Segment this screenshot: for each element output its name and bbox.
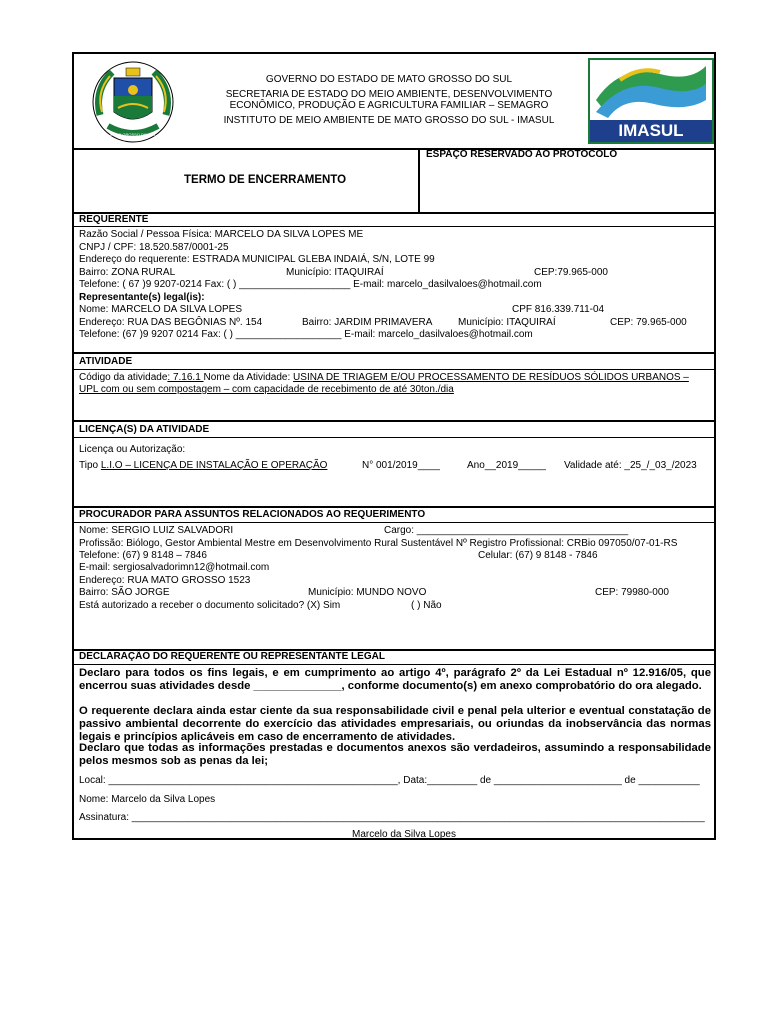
section-licenca: LICENÇA(S) DA ATIVIDADE — [79, 424, 210, 435]
local-data-line: Local: ____________________________________________________, Data:_________ de _______________________ de ___________ — [79, 775, 700, 786]
licenca-tipo: L.I.O – LICENÇA DE INSTALAÇÃO E OPERAÇÃO — [100, 460, 328, 471]
header-secretariat-2: ECONÔMICO, PRODUÇÃO E AGRICULTURA FAMILIAR – SEMAGRO — [229, 100, 549, 111]
licenca-numero: N° 001/2019____ — [362, 460, 440, 471]
razao-social: Razão Social / Pessoa Física: MARCELO DA SILVA LOPES ME — [79, 229, 364, 240]
representante-bairro: Bairro: JARDIM PRIMAVERA — [302, 317, 433, 328]
declaracao-paragrafo-1: Declaro para todos os fins legais, e em cumprimento ao artigo 4º, parágrafo 2º da Lei Estadual nº 12.916/05, que encerrou suas atividades desde ______________, conforme documento(s) em anexo comprobatório do ora alegado. — [79, 667, 711, 692]
representante-telefone: Telefone: (67 )9 9207 0214 Fax: ( ) ___________________ E-mail: marcelo_dasilvaloes@hotmail.com — [79, 329, 533, 340]
divider — [74, 664, 714, 665]
procurador-cargo: Cargo: ______________________________________ — [384, 525, 629, 536]
header-institute: INSTITUTO DE MEIO AMBIENTE DE MATO GROSSO DO SUL - IMASUL — [223, 115, 555, 126]
representante-label: Representante(s) legal(is): — [79, 292, 205, 303]
protocol-label: ESPAÇO RESERVADO AO PROTOCOLO — [426, 149, 618, 160]
divider — [74, 369, 714, 370]
requerente-endereco: Endereço do requerente: ESTRADA MUNICIPAL GLEBA INDAIÁ, S/N, LOTE 99 — [79, 254, 435, 265]
section-declaracao: DECLARAÇÃO DO REQUERENTE OU REPRESENTANTE LEGAL — [79, 651, 385, 662]
divider — [74, 420, 714, 422]
divider — [74, 212, 714, 214]
licenca-validade-line — [564, 460, 697, 472]
atividade-nome-label: Nome da Atividade: — [203, 372, 294, 383]
imasul-logo — [588, 58, 714, 144]
procurador-celular: Celular: (67) 9 8148 - 7846 — [478, 550, 598, 561]
state-seal — [92, 60, 174, 144]
requerente-municipio: Município: ITAQUIRAÍ — [286, 267, 384, 278]
procurador-bairro: Bairro: SÃO JORGE — [79, 587, 170, 598]
licenca-validade-label: Validade até: — [564, 460, 625, 471]
divider — [74, 522, 714, 523]
licenca-validade: _25_/_03_/2023 — [624, 460, 697, 471]
procurador-cep: CEP: 79980-000 — [595, 587, 669, 598]
licenca-tipo-label: Tipo — [79, 460, 101, 471]
procurador-municipio: Município: MUNDO NOVO — [308, 587, 427, 598]
divider — [418, 148, 420, 212]
representante-cpf: CPF 816.339.711-04 — [512, 304, 605, 315]
imasul-logo-text: IMASUL — [590, 120, 712, 142]
representante-cep: CEP: 79.965-000 — [610, 317, 687, 328]
divider — [74, 506, 714, 508]
atividade-nome-2: UPL com ou sem compostagem – com capacidade de recebimento de até 30ton./dia — [79, 384, 454, 395]
requerente-cep: CEP:79.965-000 — [534, 267, 608, 278]
procurador-telefone: Telefone: (67) 9 8148 – 7846 — [79, 550, 207, 561]
licenca-tipo-line — [79, 460, 327, 472]
divider — [74, 226, 714, 227]
assinatura-line: Assinatura: _______________________________________________________________________________________________________ — [79, 812, 705, 823]
divider — [74, 437, 714, 438]
svg-text:MATO GROSSO DO SUL: MATO GROSSO DO SUL — [110, 132, 156, 137]
requerente-telefone: Telefone: ( 67 )9 9207-0214 Fax: ( ) ____________________ E-mail: marcelo_dasilvaloes@hotmail.com — [79, 279, 542, 290]
representante-endereco: Endereço: RUA DAS BEGÔNIAS Nº. 154 — [79, 317, 263, 328]
licenca-ano: Ano__2019_____ — [467, 460, 546, 471]
header-secretariat-1: SECRETARIA DE ESTADO DO MEIO AMBIENTE, DESENVOLVIMENTO — [225, 89, 553, 100]
procurador-nao: ( ) Não — [411, 600, 442, 611]
declaracao-paragrafo-2: O requerente declara ainda estar ciente da sua responsabilidade civil e penal pela ulterior e eventual constatação de passivo ambiental decorrente do exercício das atividades empresariais, ou oriundas da inobservância das normas legais e princípios aplicáveis em caso de encerramento de atividades. — [79, 705, 711, 743]
requerente-bairro: Bairro: ZONA RURAL — [79, 267, 176, 278]
cnpj: CNPJ / CPF: 18.520.587/0001-25 — [79, 242, 229, 253]
form-frame — [72, 52, 716, 840]
page-title: TERMO DE ENCERRAMENTO — [184, 174, 347, 186]
atividade-codigo-label: Código da atividade — [79, 372, 168, 383]
procurador-nome: Nome: SERGIO LUIZ SALVADORI — [79, 525, 234, 536]
procurador-email: E-mail: sergiosalvadorimn12@hotmail.com — [79, 562, 270, 573]
assinatura-nome: Marcelo da Silva Lopes — [352, 829, 456, 840]
atividade-nome: USINA DE TRIAGEM E/OU PROCESSAMENTO DE RESÍDUOS SÓLIDOS URBANOS – — [293, 372, 689, 383]
section-procurador: PROCURADOR PARA ASSUNTOS RELACIONADOS AO REQUERIMENTO — [79, 509, 426, 520]
section-atividade: ATIVIDADE — [79, 356, 133, 367]
declarante-nome: Nome: Marcelo da Silva Lopes — [79, 794, 216, 805]
atividade-codigo: : 7.16.1 — [167, 372, 204, 383]
declaracao-paragrafo-3: Declaro que todas as informações prestadas e documentos anexos são verdadeiros, assumindo a responsabilidade pelos mesmos sob as penas da lei; — [79, 742, 711, 767]
divider — [74, 352, 714, 354]
representante-nome: Nome: MARCELO DA SILVA LOPES — [79, 304, 243, 315]
licenca-label: Licença ou Autorização: — [79, 444, 186, 455]
section-requerente: REQUERENTE — [79, 214, 149, 225]
header-government: GOVERNO DO ESTADO DE MATO GROSSO DO SUL — [265, 74, 513, 85]
procurador-endereco: Endereço: RUA MATO GROSSO 1523 — [79, 575, 251, 586]
procurador-profissao: Profissão: Biólogo, Gestor Ambiental Mestre em Desenvolvimento Rural Sustentável Nº Registro Profissional: CRBio 097050/07-01-RS — [79, 538, 678, 549]
representante-municipio: Município: ITAQUIRAÍ — [458, 317, 556, 328]
atividade-nome-cont — [79, 384, 454, 396]
divider — [74, 148, 714, 150]
atividade-codigo-line — [79, 372, 689, 384]
procurador-autorizado: Está autorizado a receber o documento solicitado? (X) Sim — [79, 600, 341, 611]
